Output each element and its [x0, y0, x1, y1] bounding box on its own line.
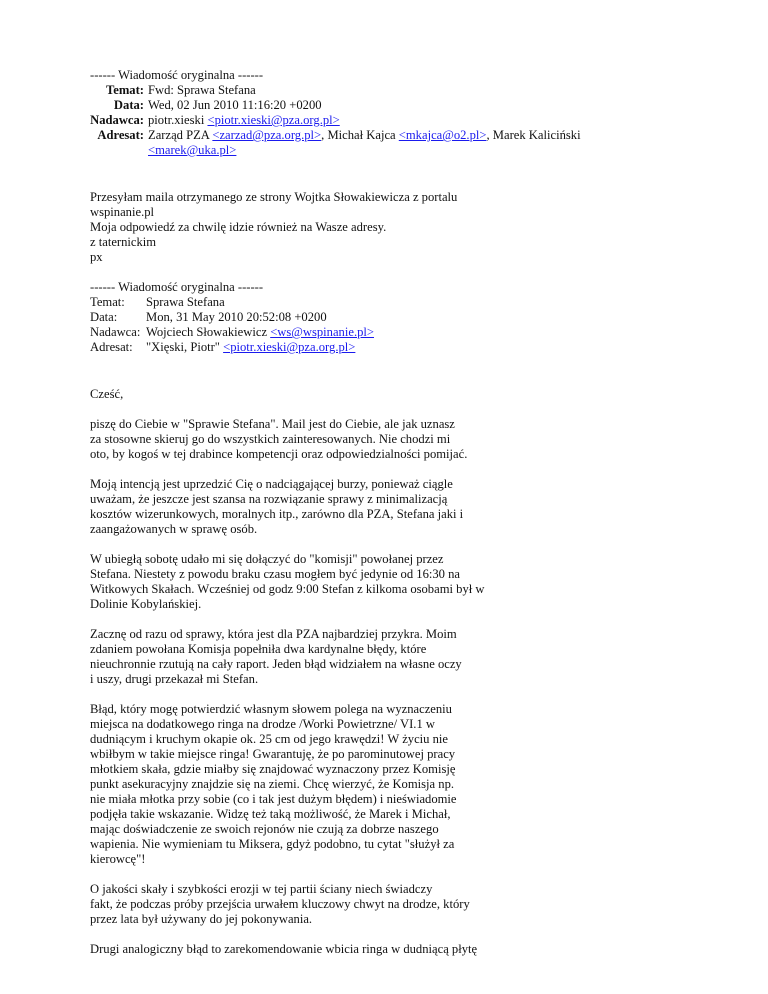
forward-date-row — [90, 98, 710, 113]
intro-line: z taternickim — [90, 235, 157, 249]
paragraph-line: mając doświadczenie ze swoich rejonów nie czują za dobrze naszego — [90, 822, 439, 836]
paragraph-line: Dolinie Kobylańskiej. — [90, 597, 202, 611]
original-from-email-link[interactable]: <ws@wspinanie.pl> — [270, 325, 374, 339]
paragraph-line: przez lata był używany do jej pokonywania. — [90, 912, 313, 926]
original-to-email-link[interactable]: <piotr.xieski@pza.org.pl> — [223, 340, 356, 354]
message-body — [90, 417, 710, 957]
forward-subject-row — [90, 83, 710, 98]
paragraph-line: młotkiem skała, gdzie miałby się znajdować wyznaczony przez Komisję — [90, 762, 456, 776]
paragraph-line: punkt asekuracyjny znajdzie się na ziemi. Chcę wierzyć, że Komisja np. — [90, 777, 455, 791]
forward-to-name-3: , Marek Kaliciński — [486, 128, 581, 142]
paragraph-line: Drugi analogiczny błąd to zarekomendowanie wbicia ringa w dudniącą płytę — [90, 942, 478, 956]
forward-from-email-link[interactable]: <piotr.xieski@pza.org.pl> — [207, 113, 340, 127]
original-subject: Sprawa Stefana — [146, 295, 225, 309]
original-from-key: Nadawca: — [90, 325, 141, 339]
greeting: Cześć, — [90, 387, 124, 401]
forward-date-key: Data: — [113, 98, 144, 112]
forward-subject: Fwd: Sprawa Stefana — [148, 83, 256, 97]
paragraph — [90, 627, 710, 687]
forward-from-row — [90, 113, 710, 128]
original-from-row — [90, 325, 710, 340]
paragraph-line: uważam, że jeszcze jest szansa na rozwiązanie sprawy z minimalizacją — [90, 492, 448, 506]
paragraph-line: Zacznę od razu od sprawy, która jest dla PZA najbardziej przykra. Moim — [90, 627, 457, 641]
intro-block — [90, 190, 710, 265]
forward-from-name: piotr.xieski — [148, 113, 205, 127]
original-to-name: "Xięski, Piotr" — [146, 340, 224, 354]
intro-line: Moja odpowiedź za chwilę idzie również na Wasze adresy. — [90, 220, 387, 234]
paragraph-line: kosztów wizerunkowych, moralnych itp., zarówno dla PZA, Stefana jaki i — [90, 507, 464, 521]
forward-to-row — [90, 128, 710, 158]
intro-line: px — [90, 250, 103, 264]
paragraph-line: Moją intencją jest uprzedzić Cię o nadciągającej burzy, ponieważ ciągle — [90, 477, 453, 491]
original-to-row — [90, 340, 710, 355]
paragraph-line: wbiłbym w takie miejsce ringa! Gwarantuję, że po parominutowej pracy — [90, 747, 456, 761]
paragraph-line: kierowcę"! — [90, 852, 146, 866]
paragraph-line: Błąd, który mogę potwierdzić własnym słowem polega na wyznaczeniu — [90, 702, 452, 716]
paragraph-line: podjęła takie wskazanie. Widzę też taką możliwość, że Marek i Michał, — [90, 807, 451, 821]
paragraph-line: nie miała młotka przy sobie (co i tak jest dużym błędem) i nieświadomie — [90, 792, 457, 806]
paragraph-line: fakt, że podczas próby przejścia urwałem kluczowy chwyt na drodze, który — [90, 897, 470, 911]
original-separator: ------ Wiadomość oryginalna ------ — [90, 280, 264, 294]
paragraph-line: zaangażowanych w sprawę osób. — [90, 522, 258, 536]
paragraph-line: piszę do Ciebie w "Sprawie Stefana". Mail jest do Ciebie, ale jak uznasz — [90, 417, 455, 431]
intro-line: Przesyłam maila otrzymanego ze strony Wojtka Słowakiewicza z portalu — [90, 190, 458, 204]
original-subject-key: Temat: — [90, 295, 125, 309]
paragraph — [90, 477, 710, 537]
original-date-key: Data: — [90, 310, 118, 324]
paragraph-line: wapienia. Nie wymieniam tu Miksera, gdyż podobno, tu cytat "służył za — [90, 837, 455, 851]
paragraph-line: Stefana. Niestety z powodu braku czasu mogłem być jedynie od 16:30 na — [90, 567, 461, 581]
paragraph-line: miejsca na dodatkowego ringa na drodze /Worki Powietrzne/ VI.1 w — [90, 717, 435, 731]
email-document — [90, 68, 710, 972]
original-subject-row — [90, 295, 710, 310]
forward-to-email-link-1[interactable]: <zarzad@pza.org.pl> — [212, 128, 322, 142]
forward-to-email-link-3[interactable]: <marek@uka.pl> — [148, 143, 237, 157]
paragraph — [90, 702, 710, 867]
original-date: Mon, 31 May 2010 20:52:08 +0200 — [146, 310, 327, 324]
paragraph-line: W ubiegłą sobotę udało mi się dołączyć do "komisji" powołanej przez — [90, 552, 444, 566]
original-date-row — [90, 310, 710, 325]
forward-to-name-2: , Michał Kajca — [321, 128, 399, 142]
forward-to-email-link-2[interactable]: <mkajca@o2.pl> — [398, 128, 487, 142]
paragraph — [90, 552, 710, 612]
forward-date: Wed, 02 Jun 2010 11:16:20 +0200 — [148, 98, 322, 112]
paragraph — [90, 882, 710, 927]
paragraph — [90, 942, 710, 957]
paragraph-line: Witkowych Skałach. Wcześniej od godz 9:00 Stefan z kilkoma osobami był w — [90, 582, 485, 596]
forward-from-key: Nadawca: — [90, 113, 144, 127]
original-to-key: Adresat: — [90, 340, 133, 354]
paragraph-line: O jakości skały i szybkości erozji w tej partii ściany niech świadczy — [90, 882, 433, 896]
paragraph-line: i uszy, drugi przekazał mi Stefan. — [90, 672, 259, 686]
forward-subject-key: Temat: — [105, 83, 144, 97]
paragraph-line: za stosowne skieruj go do wszystkich zainteresowanych. Nie chodzi mi — [90, 432, 451, 446]
paragraph-line: dudniącym i kruchym okapie ok. 25 cm od jego krawędzi! W życiu nie — [90, 732, 449, 746]
paragraph-line: zdaniem powołana Komisja popełniła dwa kardynalne błędy, które — [90, 642, 427, 656]
paragraph-line: nieuchronnie rzutują na cały raport. Jeden błąd widziałem na własne oczy — [90, 657, 462, 671]
intro-line: wspinanie.pl — [90, 205, 155, 219]
original-from-name: Wojciech Słowakiewicz — [146, 325, 271, 339]
forward-to-name-1: Zarząd PZA — [148, 128, 213, 142]
forward-separator: ------ Wiadomość oryginalna ------ — [90, 68, 264, 82]
forward-to-key: Adresat: — [97, 128, 144, 142]
paragraph — [90, 417, 710, 462]
paragraph-line: oto, by kogoś w tej drabince kompetencji oraz odpowiedzialności pomijać. — [90, 447, 468, 461]
